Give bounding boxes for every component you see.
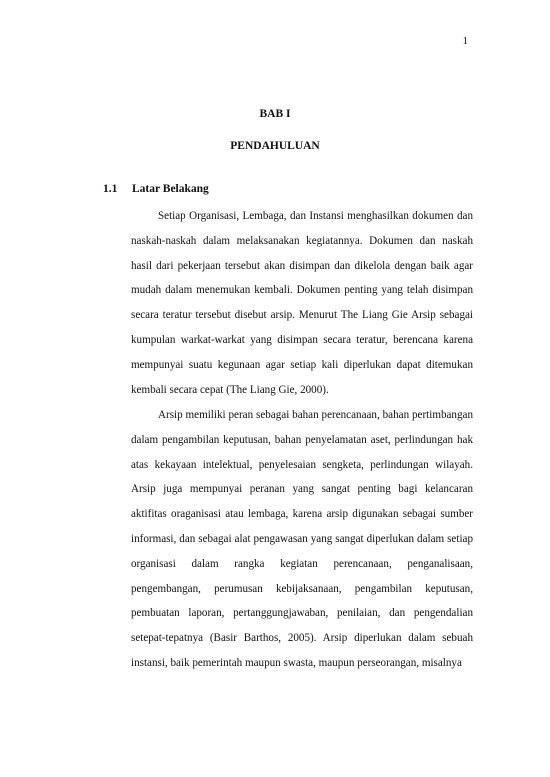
page-number: 1 [462, 35, 468, 47]
section-number: 1.1 [103, 183, 118, 195]
paragraph-block-2 [131, 403, 473, 676]
paragraph-block-1 [131, 204, 473, 402]
section-heading [103, 183, 209, 195]
chapter-title: PENDAHULUAN [230, 140, 320, 152]
paragraph: Arsip memiliki peran sebagai bahan perencanaan, bahan pertimbangan dalam pengambilan keputusan, bahan penyelamatan aset, perlindungan hak atas kekayaan intelektual, penyelesaian sengketa, perlindungan wilayah. Arsip juga mempunyai peranan yang sangat penting bagi kelancaran aktifitas oraganisasi atau lembaga, karena arsip digunakan sebagai sumber informasi, dan sebagai alat pengawasan yang sangat diperlukan dalam setiap organisasi dalam rangka kegiatan perencanaan, penganalisaan, pengembangan, perumusan kebijaksanaan, pengambilan keputusan, pembuatan laporan, pertanggungjawaban, penilaian, dan pengendalian setepat-tepatnya (Basir Barthos, 2005). Arsip diperlukan dalam sebuah instansi, baik pemerintah maupun swasta, maupun perseorangan, misalnya [131, 409, 473, 669]
chapter-number: BAB I [259, 108, 291, 120]
paragraph: Setiap Organisasi, Lembaga, dan Instansi menghasilkan dokumen dan naskah-naskah dalam melaksanakan kegiatannya. Dokumen dan naskah hasil dari pekerjaan tersebut akan disimpan dan dikelola dengan baik agar mudah dalam menemukan kembali. Dokumen penting yang telah disimpan secara teratur tersebut disebut arsip. Menurut The Liang Gie Arsip sebagai kumpulan warkat-warkat yang disimpan secara teratur, berencana karena mempunyai suatu kegunaan agar setiap kali diperlukan dapat ditemukan kembali secara cepat (The Liang Gie, 2000). [131, 210, 473, 396]
section-title: Latar Belakang [132, 183, 209, 195]
